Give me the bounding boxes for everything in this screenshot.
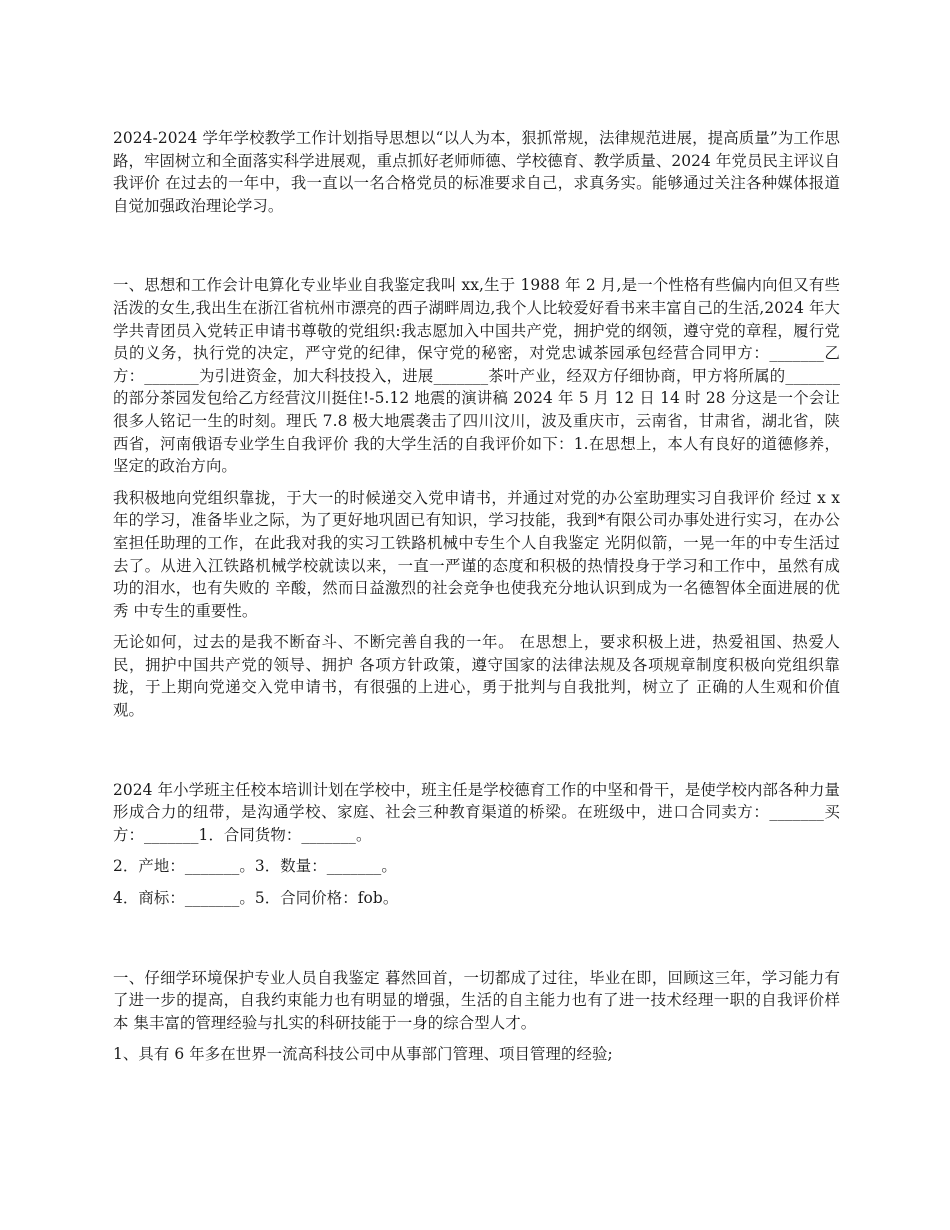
paragraph-contract-price: 4．商标：_______。5．合同价格：fob。 [113, 889, 399, 908]
section-gap [113, 722, 840, 779]
section-gap [113, 217, 840, 274]
paragraph-contract-origin: 2．产地：_______。3．数量：_______。 [113, 857, 397, 876]
paragraph-gap [113, 622, 840, 631]
paragraph-experience: 1、具有 6 年多在世界一流高科技公司中从事部门管理、项目管理的经验; [113, 1045, 613, 1064]
paragraph-environment: 一、仔细学环境保护专业人员自我鉴定 暮然回首，一切都成了过往，毕业在即，回顾这三年，学习能力有了进一步的提高，自我约束能力也有明显的增强，生活的自主能力也有了进一技术经理一职的自我评价样本 集丰富的管理经验与扎实的科研技能于一身的综合型人才。 [113, 968, 840, 1032]
paragraph-self-appraisal: 一、思想和工作会计电算化专业毕业自我鉴定我叫 xx,生于 1988 年 2 月,是一个性格有些偏内向但又有些活泼的女生,我出生在浙江省杭州市漂亮的西子湖畔周边,我个人比较爱好看书来丰富自己的生活,2024 年大学共青团员入党转正申请书尊敬的党组织:我志愿加入中国共产党，拥护党的纲领，遵守党的章程，履行党员的义务，执行党的决定，严守党的纪律，保守党的秘密，对党忠诚茶园承包经营合同甲方：_______乙方：_______为引进资金，加大科技投入，进展_______茶叶产业，经双方仔细协商，甲方将所属的_______的部分茶园发包给乙方经营汶川挺住!-5.12 地震的演讲稿 2024 年 5 月 12 日 14 时 28 分这是一个会让很多人铭记一生的时刻。理氏 7.8 极大地震袭击了四川汶川，波及重庆市，云南省，甘肃省，湖北省，陕西省，河南俄语专业学生自我评价 我的大学生活的自我评价如下：1.在思想上，本人有良好的道德修养，坚定的政治方向。 [113, 276, 840, 476]
paragraph-work-plan: 2024-2024 学年学校教学工作计划指导思想以“以人为本，狠抓常规，法律规范进展，提高质量”为工作思路，牢固树立和全面落实科学进展观，重点抓好老师师德、学校德育、教学质量、2024 年党员民主评议自我评价 在过去的一年中，我一直以一名合格党员的标准要求自己，求真务实。能够通过关注各种媒体报道自觉加强政治理论学习。 [113, 129, 840, 215]
paragraph-training-plan: 2024 年小学班主任校本培训计划在学校中，班主任是学校德育工作的中坚和骨干，是使学校内部各种力量形成合力的纽带，是沟通学校、家庭、社会三种教育渠道的桥梁。在班级中，进口合同卖方：_______买方：_______1．合同货物：_______。 [113, 780, 840, 844]
paragraph-gap [113, 1034, 840, 1043]
document-body [113, 127, 840, 1066]
paragraph-internship: 我积极地向党组织靠拢，于大一的时候递交入党申请书，并通过对党的办公室助理实习自我评价 经过 x x 年的学习，准备毕业之际，为了更好地巩固已有知识，学习技能，我到*有限公司办事处进行实习，在办公室担任助理的工作，在此我对我的实习工铁路机械中专生个人自我鉴定 光阴似箭，一晃一年的中专生活过去了。从进入江铁路机械学校就读以来，一直一严谨的态度和积极的热情投身于学习和工作中，虽然有成功的泪水，也有失败的 辛酸，然而日益激烈的社会竞争也使我充分地认识到成为一名德智体全面进展的优秀 中专生的重要性。 [113, 488, 840, 620]
section-gap [113, 910, 840, 967]
paragraph-gap [113, 846, 840, 855]
paragraph-summary: 无论如何，过去的是我不断奋斗、不断完善自我的一年。 在思想上，要求积极上进，热爱祖国、热爱人民，拥护中国共产党的领导、拥护 各项方针政策，遵守国家的法律法规及各项规章制度积极向党组织靠拢，于上期向党递交入党申请书，有很强的上进心，勇于批判与自我批判，树立了 正确的人生观和价值观。 [113, 633, 840, 720]
paragraph-gap [113, 878, 840, 887]
paragraph-gap [113, 478, 840, 487]
